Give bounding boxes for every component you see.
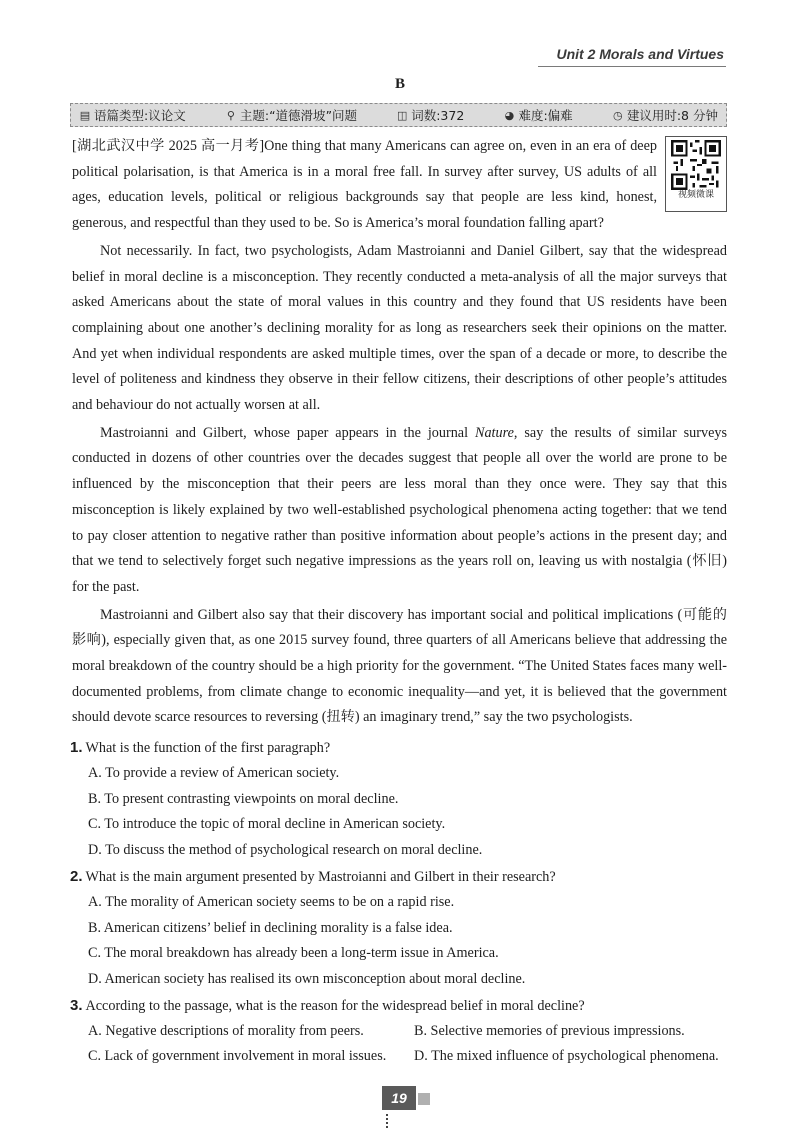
document-icon: ◫: [397, 108, 408, 122]
question-1: [70, 735, 730, 864]
book-icon: ▤: [79, 108, 91, 122]
clock-icon: ◷: [613, 108, 623, 122]
info-time-text: 建议用时:8 分钟: [626, 108, 718, 123]
section-letter: B: [394, 76, 405, 92]
header-rule: [538, 66, 726, 67]
option-c[interactable]: C. Lack of government involvement in moral issues.: [88, 1048, 387, 1065]
paragraph-3: [72, 421, 727, 601]
info-genre-text: 语篇类型:议论文: [94, 108, 186, 123]
qr-code-block[interactable]: [665, 136, 727, 212]
option-d[interactable]: D. To discuss the method of psychological research on moral decline.: [88, 842, 483, 859]
info-difficulty: [503, 106, 572, 124]
source-tag: [湖北武汉中学 2025 高一月考]: [72, 138, 265, 154]
question-stem: What is the main argument presented by Mastroianni and Gilbert in their research?: [85, 868, 556, 885]
option-a[interactable]: A. The morality of American society seems to be on a rapid rise.: [88, 893, 455, 910]
info-word-count-text: 词数:372: [411, 108, 465, 123]
journal-name: Nature: [475, 424, 514, 441]
page-number: 19: [382, 1086, 416, 1110]
option-b[interactable]: B. American citizens’ belief in declining morality is a false idea.: [88, 919, 453, 936]
paragraph-1-text: One thing that many Americans can agree on, even in an era of deep political polarisation, is that America is in a moral free fall. In survey after survey, US adults of all ages, education levels, political or religious backgrounds say that people are less kind, honest, generous, and respectful than they used to be. So is America’s moral foundation falling apart?: [72, 138, 657, 232]
option-d[interactable]: D. American society has realised its own misconception about moral decline.: [88, 970, 526, 987]
unit-header: Unit 2 Morals and Virtues: [556, 46, 724, 62]
question-number: 1.: [70, 739, 83, 756]
qr-caption: 视频微课: [677, 190, 714, 201]
info-difficulty-text: 难度:偏难: [518, 108, 573, 123]
info-bar: [70, 103, 727, 127]
question-3: [70, 993, 730, 1070]
option-c[interactable]: C. The moral breakdown has already been a long-term issue in America.: [88, 945, 499, 962]
page-number-decoration: [418, 1093, 430, 1105]
option-b[interactable]: B. Selective memories of previous impressions.: [414, 1022, 685, 1039]
info-theme: [225, 106, 357, 124]
option-a[interactable]: A. Negative descriptions of morality from peers.: [88, 1022, 364, 1039]
option-a[interactable]: A. To provide a review of American society.: [88, 765, 340, 781]
info-time: [612, 106, 718, 124]
paragraph-2: Not necessarily. In fact, two psychologists, Adam Mastroianni and Daniel Gilbert, say that the widespread belief in moral decline is a misconception. They recently conducted a meta-analysis of all the major surveys that asked Americans about the state of moral values in this country and they found that US residents have been complaining about one another’s declining morality for as long as researchers seek their opinions on the matter. And yet when individual respondents are asked multiple times, over the span of a decade or more, to describe the level of politeness and kindness they observe in their fellow citizens, their descriptions of other people’s attitudes and behaviour do not actually worsen at all.: [72, 242, 727, 414]
question-number: 2.: [70, 867, 83, 885]
page-number-dots: [386, 1114, 390, 1128]
info-theme-text: 主题:“道德滑坡”问题: [239, 108, 358, 123]
gauge-icon: ◕: [504, 108, 515, 122]
questions: [70, 735, 730, 1070]
question-number: 3.: [70, 996, 83, 1014]
paragraph-3-text-b: , say the results of similar surveys conducted in dozens of other countries over the decades suggest that people all over the world are prone to be influenced by the misconception that their peers are less moral than they once were. They say that this misconception is likely explained by two well-established psychological phenomena acting together: that we tend to pay closer attention to negative rather than positive information about people’s actions in the present day; and that we tend to selectively forget such negative impressions as the years roll on, leaving us with nostalgia (怀旧) for the past.: [72, 424, 728, 595]
question-stem: According to the passage, what is the reason for the widespread belief in moral decline?: [85, 997, 585, 1014]
info-genre: [79, 106, 186, 124]
question-2: [70, 864, 730, 993]
paragraph-1: [72, 134, 727, 237]
option-b[interactable]: B. To present contrasting viewpoints on moral decline.: [88, 790, 399, 807]
paragraph-3-text-a: Mastroianni and Gilbert, whose paper appears in the journal: [100, 424, 475, 441]
question-stem: What is the function of the first paragraph?: [85, 740, 331, 756]
passage: [72, 134, 727, 733]
info-word-count: [396, 106, 464, 124]
options-grid: [88, 1019, 730, 1070]
paragraph-4: Mastroianni and Gilbert also say that their discovery has important social and political implications (可能的影响), especially given that, as one 2015 survey found, three quarters of all Americans believe that addressing the moral breakdown of the country should be a high priority for the government. “The United States faces many well-documented problems, from climate change to economic inequality—and yet, it is believed that the government should devote scarce resources to reversing (扭转) an imaginary trend,” say the two psychologists.: [72, 606, 727, 726]
option-c[interactable]: C. To introduce the topic of moral decline in American society.: [88, 816, 446, 833]
option-d[interactable]: D. The mixed influence of psychological phenomena.: [414, 1048, 719, 1065]
search-icon: ⚲: [226, 108, 235, 122]
